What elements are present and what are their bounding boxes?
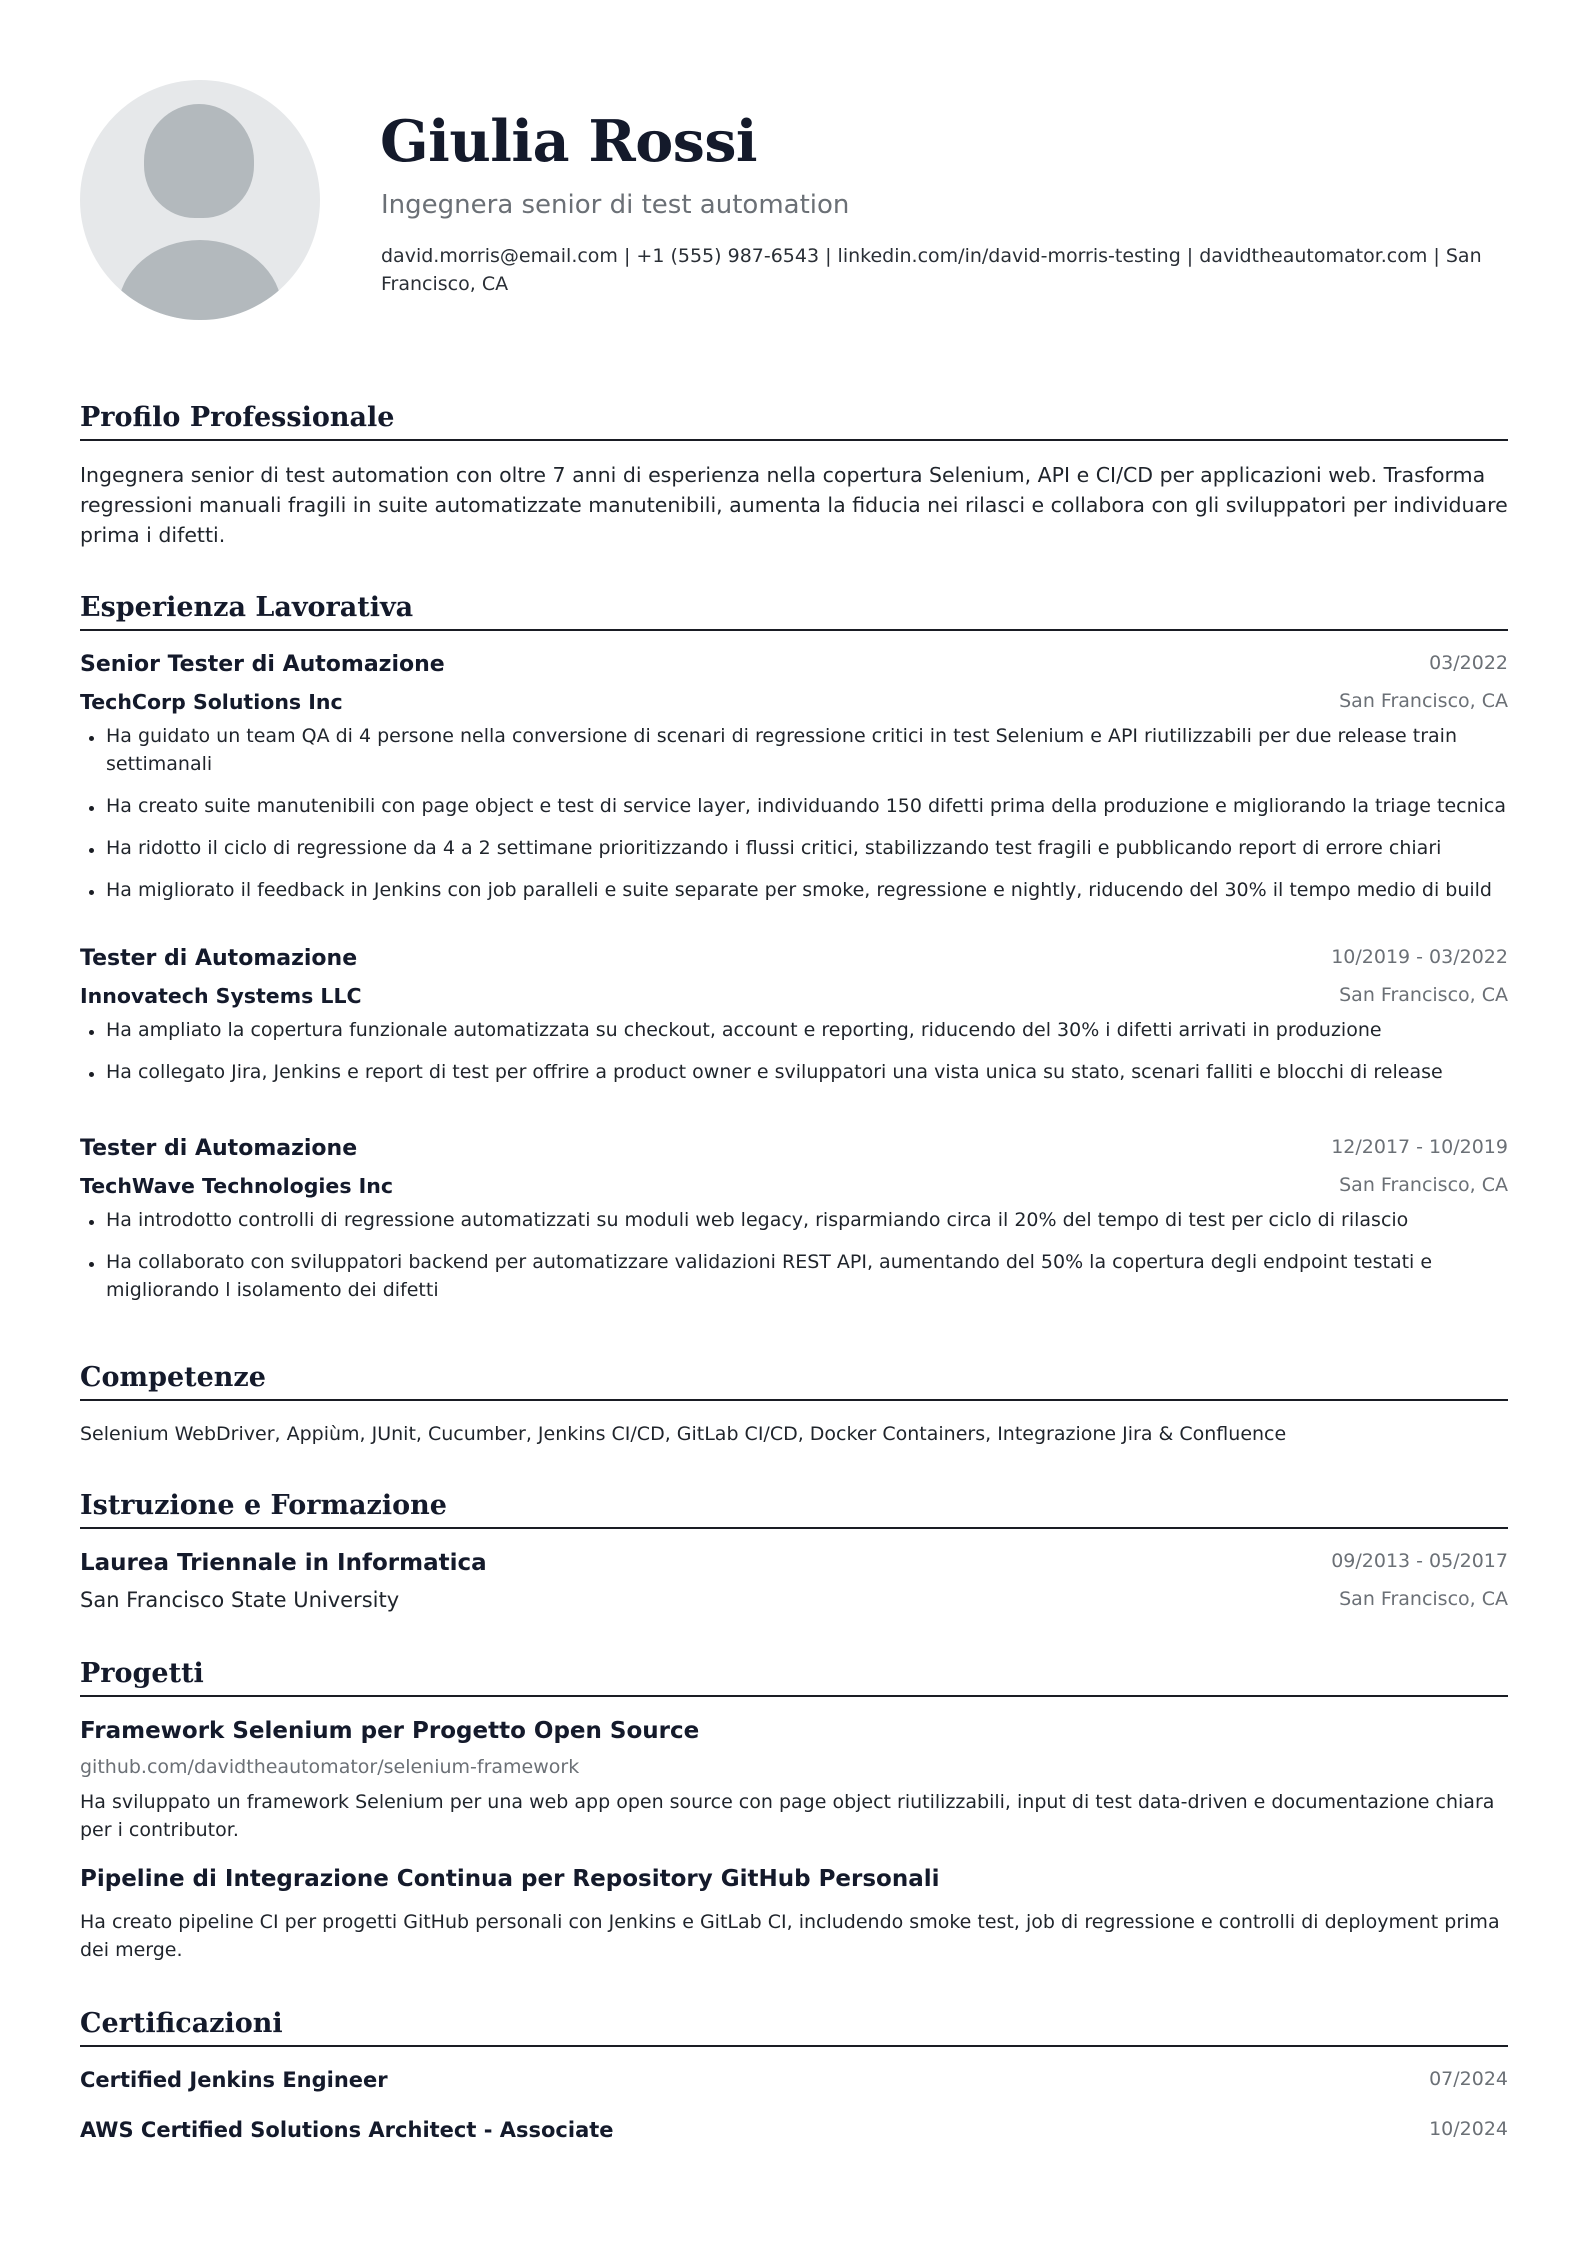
resume-page: [80, 0, 1508, 2246]
job-bullets: [80, 1206, 1508, 1318]
contact-info: david.morris@email.com | +1 (555) 987-6543 | linkedin.com/in/david-morris-testing | davidtheautomator.com | San Francisco, CA: [381, 245, 1482, 295]
job-location: San Francisco, CA: [1339, 690, 1508, 712]
profile-summary: Ingegnera senior di test automation con oltre 7 anni di esperienza nella copertura Selenium, API e CI/CD per applicazioni web. Trasforma regressioni manuali fragili in suite automatizzate manutenibili, aumenta la fiducia nei rilasci e collabora con gli sviluppatori per individuare prima i difetti.: [80, 463, 1508, 547]
job-title: Tester di Automazione: [80, 946, 358, 971]
section-title-certifications: Certificazioni: [80, 2008, 1508, 2047]
job-bullets: [80, 722, 1508, 918]
project-title: Pipeline di Integrazione Continua per Repository GitHub Personali: [80, 1866, 940, 1892]
section-title-skills: Competenze: [80, 1362, 1508, 1401]
list-item: Ha introdotto controlli di regressione automatizzati su moduli web legacy, risparmiando circa il 20% del tempo di test per ciclo di rilascio: [80, 1206, 1508, 1234]
job-dates: 12/2017 - 10/2019: [1331, 1136, 1508, 1158]
education-dates: 09/2013 - 05/2017: [1331, 1550, 1508, 1572]
candidate-name: Giulia Rossi: [380, 108, 758, 175]
section-title-education: Istruzione e Formazione: [80, 1490, 1508, 1529]
certification-name: AWS Certified Solutions Architect - Associate: [80, 2118, 614, 2142]
job-location: San Francisco, CA: [1339, 1174, 1508, 1196]
candidate-role: Ingegnera senior di test automation: [381, 190, 850, 220]
project-description: Ha creato pipeline CI per progetti GitHub personali con Jenkins e GitLab CI, includendo smoke test, job di regressione e controlli di deployment prima dei merge.: [80, 1911, 1500, 1961]
job-title: Senior Tester di Automazione: [80, 652, 445, 677]
section-title-experience: Esperienza Lavorativa: [80, 592, 1508, 631]
project-description: Ha sviluppato un framework Selenium per una web app open source con page object riutilizzabili, input di test data-driven e documentazione chiara per i contributor.: [80, 1791, 1495, 1841]
job-bullets: [80, 1016, 1508, 1100]
project-title: Framework Selenium per Progetto Open Source: [80, 1718, 700, 1744]
school-name: San Francisco State University: [80, 1588, 400, 1612]
job-dates: 03/2022: [1429, 652, 1508, 674]
list-item: Ha creato suite manutenibili con page object e test di service layer, individuando 150 difetti prima della produzione e migliorando la triage tecnica: [80, 792, 1508, 820]
list-item: Ha collegato Jira, Jenkins e report di test per offrire a product owner e sviluppatori una vista unica su stato, scenari falliti e blocchi di release: [80, 1058, 1508, 1086]
job-dates: 10/2019 - 03/2022: [1331, 946, 1508, 968]
education-location: San Francisco, CA: [1339, 1588, 1508, 1610]
job-title: Tester di Automazione: [80, 1136, 358, 1161]
list-item: Ha guidato un team QA di 4 persone nella conversione di scenari di regressione critici in test Selenium e API riutilizzabili per due release train settimanali: [80, 722, 1508, 778]
job-location: San Francisco, CA: [1339, 984, 1508, 1006]
certification-name: Certified Jenkins Engineer: [80, 2068, 388, 2092]
job-company: TechCorp Solutions Inc: [80, 690, 343, 714]
certification-date: 07/2024: [1429, 2068, 1508, 2090]
avatar: [80, 80, 320, 320]
job-company: Innovatech Systems LLC: [80, 984, 362, 1008]
skills-list: Selenium WebDriver, Appiùm, JUnit, Cucumber, Jenkins CI/CD, GitLab CI/CD, Docker Containers, Integrazione Jira & Confluence: [80, 1423, 1287, 1445]
list-item: Ha collaborato con sviluppatori backend per automatizzare validazioni REST API, aumentando del 50% la copertura degli endpoint testati e migliorando l isolamento dei difetti: [80, 1248, 1508, 1304]
certification-date: 10/2024: [1429, 2118, 1508, 2140]
avatar-head-icon: [144, 104, 254, 218]
list-item: Ha ampliato la copertura funzionale automatizzata su checkout, account e reporting, riducendo del 30% i difetti arrivati in produzione: [80, 1016, 1508, 1044]
list-item: Ha ridotto il ciclo di regressione da 4 a 2 settimane prioritizzando i flussi critici, stabilizzando test fragili e pubblicando report di errore chiari: [80, 834, 1508, 862]
section-title-profile: Profilo Professionale: [80, 402, 1508, 441]
section-title-projects: Progetti: [80, 1658, 1508, 1697]
project-link[interactable]: github.com/davidtheautomator/selenium-framework: [80, 1756, 580, 1778]
resume-header: [80, 80, 1508, 320]
job-company: TechWave Technologies Inc: [80, 1174, 394, 1198]
list-item: Ha migliorato il feedback in Jenkins con job paralleli e suite separate per smoke, regressione e nightly, riducendo del 30% il tempo medio di build: [80, 876, 1508, 904]
avatar-body-icon: [118, 240, 282, 320]
degree-title: Laurea Triennale in Informatica: [80, 1550, 487, 1576]
